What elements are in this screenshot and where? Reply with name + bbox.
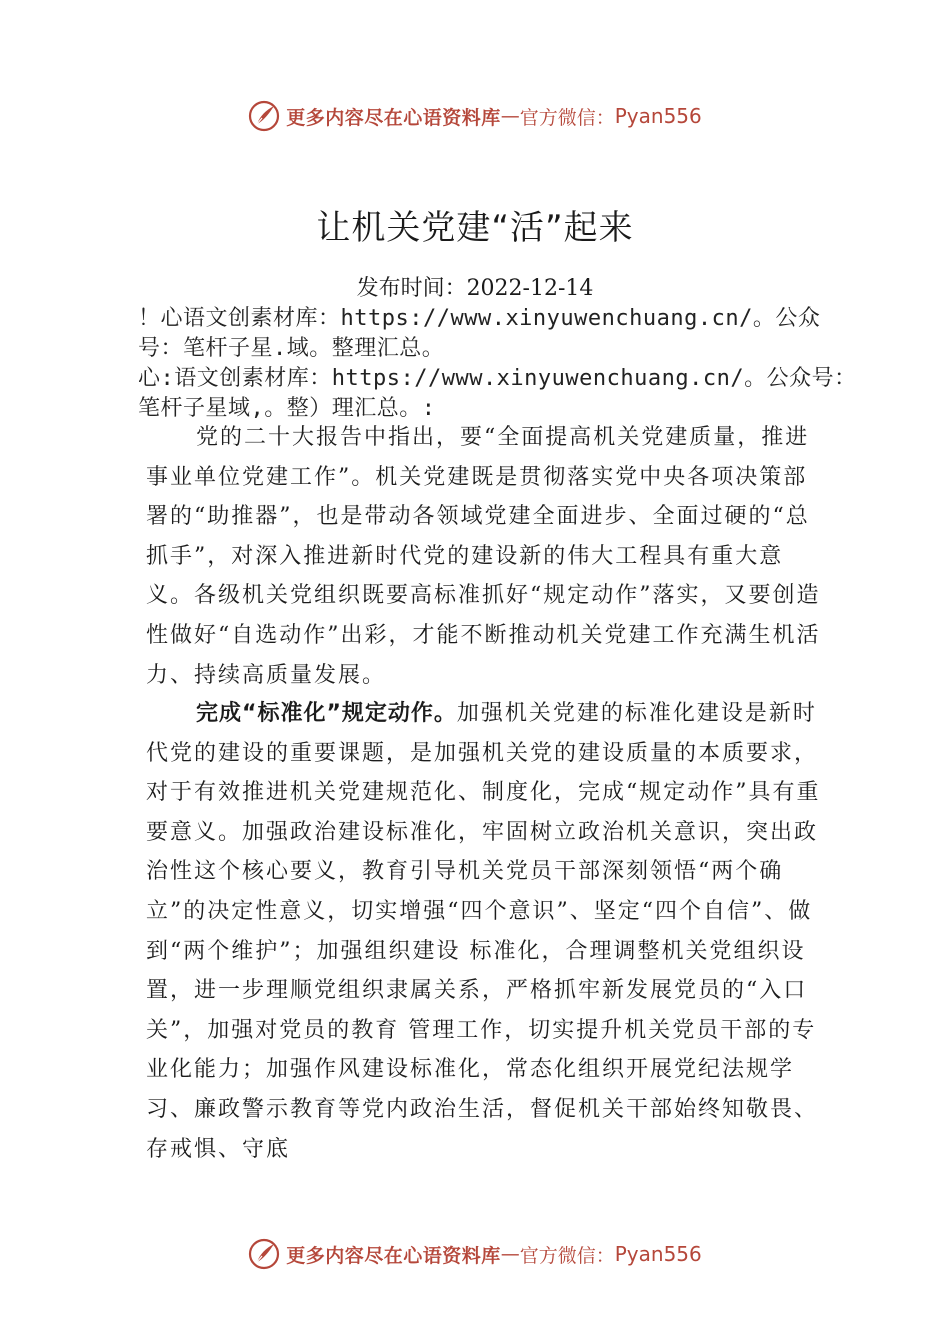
banner-separator: — bbox=[500, 1243, 520, 1265]
paragraph-2-text: 加强机关党建的标准化建设是新时代党的建设的重要课题，是加强机关党的建设质量的本质要求，对于有效推进机关党建规范化、制度化，完成“规定动作”具有重要意义。加强政治建设标准化，牢固树立政治机关意识，突出政治性这个核心要义，教育引导机关党员干部深刻领悟“两个确立”的决定性意义，切实增强“四个意识”、坚定“四个自信”、做到“两个维护”；加强组织建设 标准化，合理调整机关党组织设置，进一步理顺党组织隶属关系，严格抓牢新发展党员的“入口关”，加强对党员的教育 管理工作，切实提升机关党员干部的专业化能力；加强作风建设标准化，常态化组织开展党纪法规学习、廉政警示教育等党内政治生活，督促机关干部始终知敬畏、存戒惧、守底 bbox=[146, 701, 821, 1162]
page-title: 让机关党建“活”起来 bbox=[316, 208, 634, 248]
banner-wechat-handle: Pyan556 bbox=[614, 1242, 702, 1266]
banner-wechat-label: 官方微信： bbox=[519, 106, 615, 129]
publish-date: 发布时间：2022-12-14 bbox=[356, 276, 594, 301]
banner-separator: — bbox=[500, 105, 520, 127]
paragraph-1-text: 党的二十大报告中指出，要“全面提高机关党建质量，推进事业单位党建工作”。机关党建既是贯彻落实党中央各项决策部署的“助推器”，也是带动各领域党建全面进步、全面过硬的“总抓手”，对深入推进新时代党的建设新的伟大工程具有重大意义。各级机关党组织既要高标准抓好“规定动作”落实，又要创造性做好“自选动作”出彩，才能不断推动机关党建工作充满生机活力、持续高质量发展。 bbox=[146, 425, 821, 688]
watermark-line-1: ！心语文创素材库：https://www.xinyuwenchuang.cn/。公众号：笔杆子星.域。整理汇总。 bbox=[138, 306, 821, 361]
quill-logo-icon bbox=[248, 100, 280, 132]
banner-wechat-handle: Pyan556 bbox=[614, 104, 702, 128]
section-heading: 完成“标准化”规定动作。 bbox=[196, 701, 457, 726]
banner-wechat-label: 官方微信： bbox=[519, 1244, 615, 1267]
header-banner bbox=[0, 96, 950, 136]
watermark-line-2: 心:语文创素材库：https://www.xinyuwenchuang.cn/。公众号：笔杆子星域,。整）理汇总。: bbox=[138, 366, 857, 421]
footer-banner bbox=[0, 1234, 950, 1274]
paragraph-1 bbox=[146, 418, 826, 695]
paragraph-2 bbox=[146, 694, 826, 1169]
banner-brand-text: 更多内容尽在心语资料库 bbox=[286, 106, 501, 129]
banner-brand-text: 更多内容尽在心语资料库 bbox=[286, 1244, 501, 1267]
quill-logo-icon bbox=[248, 1238, 280, 1270]
